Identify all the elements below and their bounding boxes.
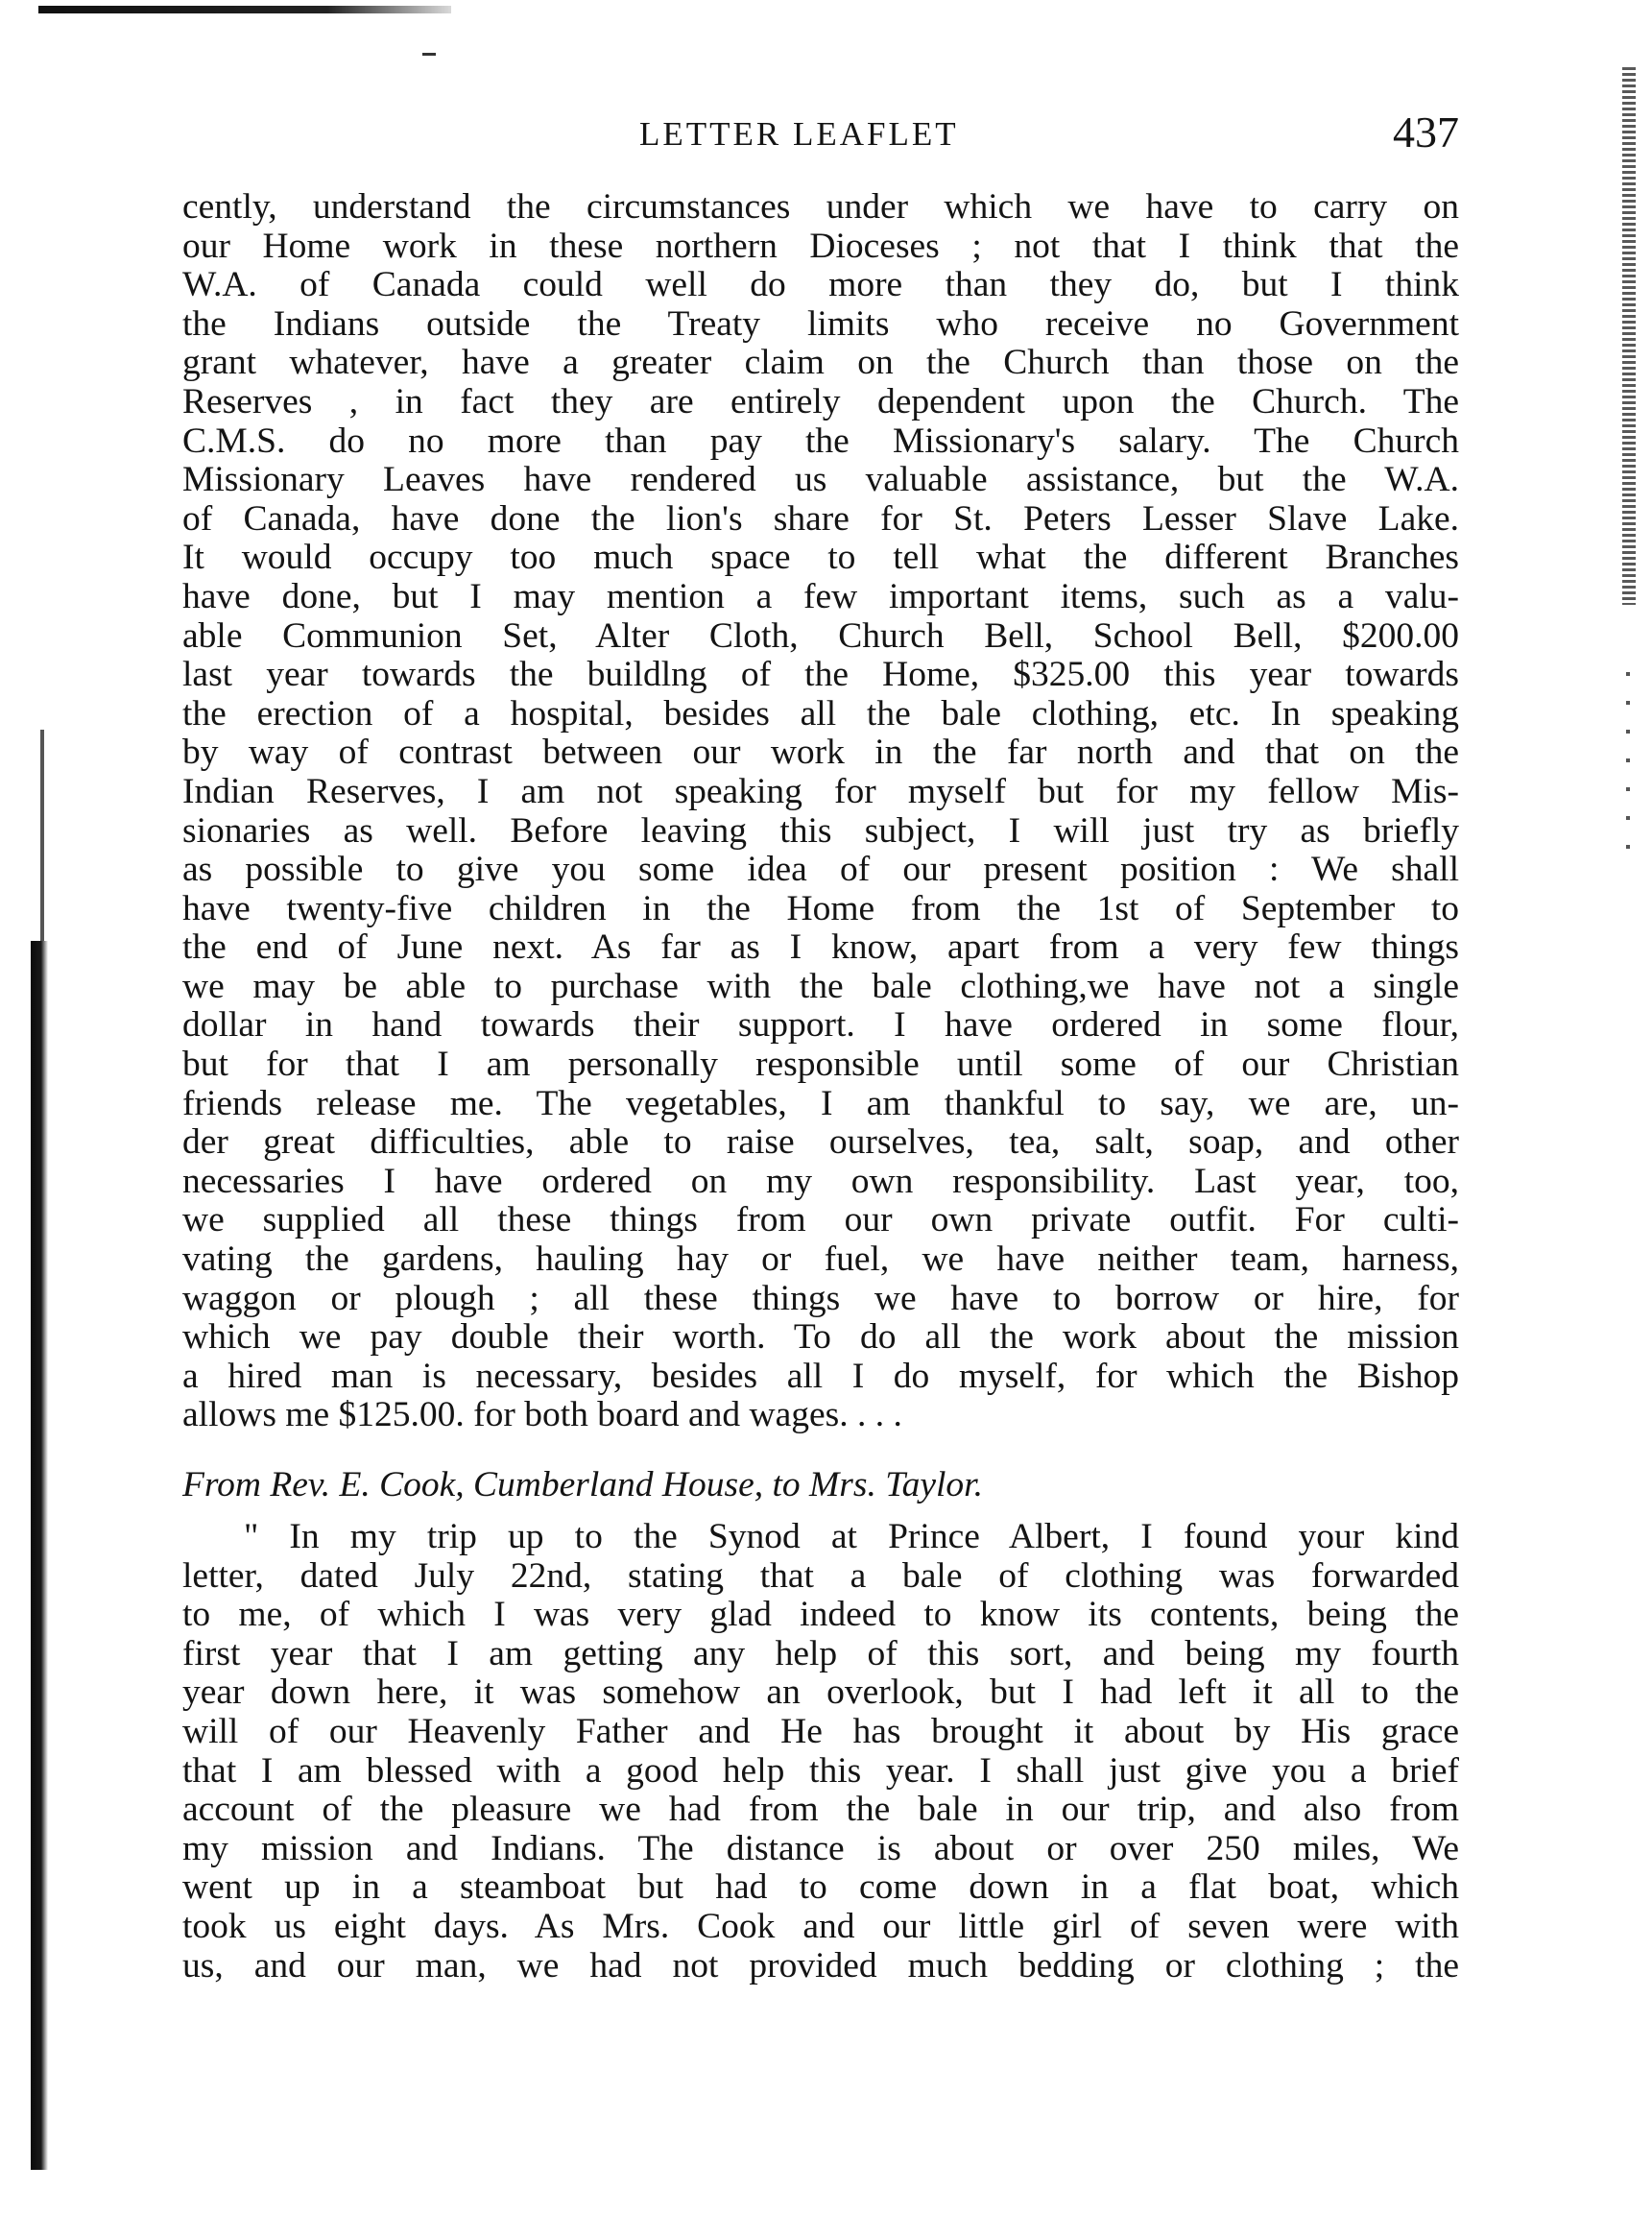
text-line: we supplied all these things from our own private outfit. For culti- <box>182 1200 1459 1240</box>
scan-edge-mark <box>38 6 451 13</box>
text-line: which we pay double their worth. To do all the work about the mission <box>182 1317 1459 1358</box>
page-number: 437 <box>1393 108 1459 156</box>
scan-page-edge <box>1626 672 1630 864</box>
text-line: C.M.S. do no more than pay the Missionary's salary. The Church <box>182 421 1459 461</box>
text-line: but for that I am personally responsible until some of our Christian <box>182 1045 1459 1085</box>
scan-binding-shadow <box>40 730 44 941</box>
text-line: cently, understand the circumstances under which we have to carry on <box>182 187 1459 227</box>
text-line: my mission and Indians. The distance is about or over 250 miles, We <box>182 1828 1459 1868</box>
text-line: necessaries I have ordered on my own responsibility. Last year, too, <box>182 1161 1459 1201</box>
running-head <box>182 108 1459 171</box>
text-line: It would occupy too much space to tell what the different Branches <box>182 538 1459 578</box>
text-line: the end of June next. As far as I know, apart from a very few things <box>182 927 1459 968</box>
running-title: LETTER LEAFLET <box>639 115 959 153</box>
text-line: year down here, it was somehow an overlook, but I had left it all to the <box>182 1673 1459 1713</box>
text-line: have done, but I may mention a few important items, such as a valu- <box>182 576 1459 616</box>
text-line: the erection of a hospital, besides all the bale clothing, etc. In speaking <box>182 693 1459 734</box>
text-line: as possible to give you some idea of our present position : We shall <box>182 850 1459 890</box>
scan-binding-shadow <box>31 941 48 2170</box>
text-line: have twenty-five children in the Home from the 1st of September to <box>182 888 1459 928</box>
paragraph <box>182 1518 1459 1985</box>
text-line: vating the gardens, hauling hay or fuel, we have neither team, harness, <box>182 1239 1459 1280</box>
scan-page-edge <box>1622 67 1636 605</box>
text-line: der great difficulties, able to raise ourselves, tea, salt, soap, and other <box>182 1122 1459 1163</box>
text-line: we may be able to purchase with the bale clothing,we have not a single <box>182 966 1459 1006</box>
text-line: took us eight days. As Mrs. Cook and our little girl of seven were with <box>182 1906 1459 1946</box>
text-line: our Home work in these northern Dioceses ; not that I think that the <box>182 226 1459 266</box>
text-line: by way of contrast between our work in the far north and that on the <box>182 733 1459 773</box>
text-line: " In my trip up to the Synod at Prince Albert, I found your kind <box>244 1517 1459 1556</box>
scan-speck <box>422 53 436 56</box>
paragraph <box>182 188 1459 1435</box>
body-text <box>182 188 1459 1985</box>
letter-source-heading: From Rev. E. Cook, Cumberland House, to Mrs. Taylor. <box>182 1465 983 1504</box>
text-line: a hired man is necessary, besides all I do myself, for which the Bishop <box>182 1356 1459 1396</box>
text-line: the Indians outside the Treaty limits who receive no Government <box>182 303 1459 344</box>
text-line: last year towards the buildlng of the Home, $325.00 this year towards <box>182 655 1459 695</box>
text-line: Indian Reserves, I am not speaking for myself but for my fellow Mis- <box>182 771 1459 811</box>
text-line: that I am blessed with a good help this year. I shall just give you a brief <box>182 1750 1459 1791</box>
text-line: W.A. of Canada could well do more than they do, but I think <box>182 265 1459 305</box>
text-line: friends release me. The vegetables, I am thankful to say, we are, un- <box>182 1083 1459 1123</box>
text-line: went up in a steamboat but had to come down in a flat boat, which <box>182 1867 1459 1908</box>
text-line: account of the pleasure we had from the bale in our trip, and also from <box>182 1790 1459 1830</box>
text-line: Reserves , in fact they are entirely dependent upon the Church. The <box>182 381 1459 421</box>
text-line: us, and our man, we had not provided much bedding or clothing ; the <box>182 1945 1459 1985</box>
text-line: sionaries as well. Before leaving this subject, I will just try as briefly <box>182 810 1459 851</box>
text-line: to me, of which I was very glad indeed to know its contents, being the <box>182 1595 1459 1635</box>
text-line: grant whatever, have a greater claim on the Church than those on the <box>182 343 1459 383</box>
text-line: dollar in hand towards their support. I have ordered in some flour, <box>182 1005 1459 1046</box>
text-line: of Canada, have done the lion's share for St. Peters Lesser Slave Lake. <box>182 498 1459 539</box>
text-line: waggon or plough ; all these things we have to borrow or hire, for <box>182 1278 1459 1318</box>
text-line: able Communion Set, Alter Cloth, Church Bell, School Bell, $200.00 <box>182 615 1459 656</box>
text-line: will of our Heavenly Father and He has brought it about by His grace <box>182 1711 1459 1751</box>
text-line: first year that I am getting any help of this sort, and being my fourth <box>182 1633 1459 1673</box>
text-line: letter, dated July 22nd, stating that a bale of clothing was forwarded <box>182 1555 1459 1596</box>
text-line: Missionary Leaves have rendered us valuable assistance, but the W.A. <box>182 460 1459 500</box>
text-line: allows me $125.00. for both board and wages. . . . <box>182 1395 902 1435</box>
